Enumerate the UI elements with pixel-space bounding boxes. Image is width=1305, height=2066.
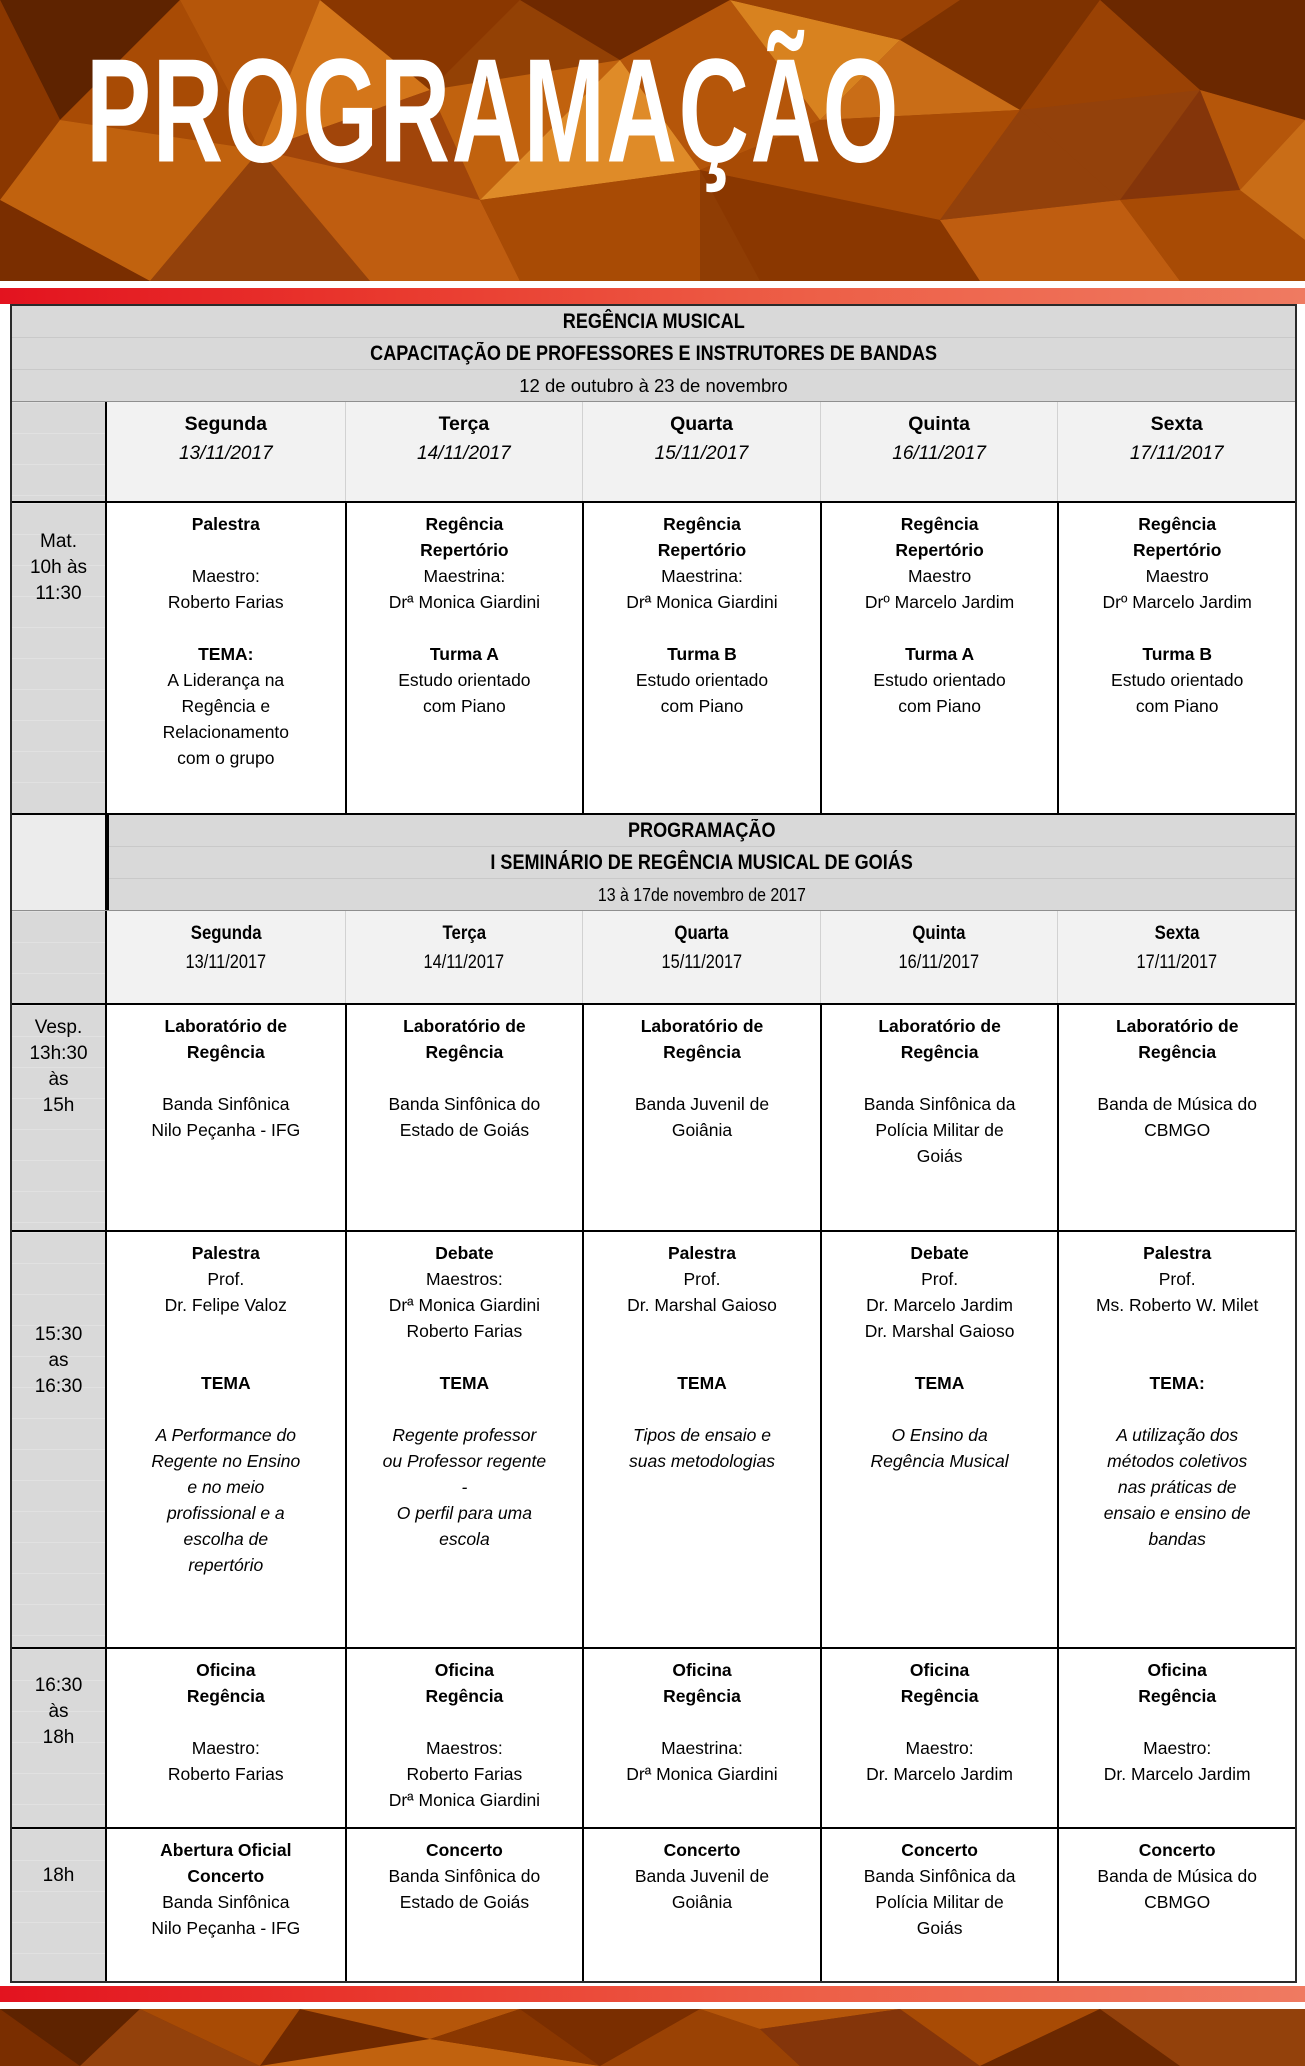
text-line: Maestro: <box>191 566 260 586</box>
text-line: 15:30 <box>34 1324 83 1345</box>
text-line <box>588 1709 816 1735</box>
cell-morning-terca <box>345 503 583 813</box>
text-line: às <box>48 1069 69 1090</box>
text-line <box>111 1065 341 1091</box>
text-line: Estado de Goiás <box>399 1892 530 1912</box>
text-line: 18h <box>42 1865 75 1886</box>
text-line: com Piano <box>898 696 981 716</box>
cell-concert-quinta <box>820 1829 1058 1981</box>
text-line: e no meio <box>187 1477 265 1497</box>
text-line: TEMA <box>914 1373 965 1393</box>
text-line: Concerto <box>425 1840 503 1860</box>
row-talk <box>12 1232 1295 1649</box>
text-line: Dr. Marcelo Jardim <box>866 1764 1014 1784</box>
text-line <box>111 537 341 563</box>
text-line <box>111 615 341 641</box>
seminar-dates: 13 à 17de novembro de 2017 <box>598 884 806 905</box>
text-line: Regência <box>663 514 741 534</box>
text-line: Banda Sinfônica da <box>863 1866 1016 1886</box>
course-title: REGÊNCIA MUSICAL <box>12 306 1295 338</box>
day-header-quinta-2: Quinta 16/11/2017 <box>820 911 1058 1003</box>
text-line: Estudo orientado <box>873 670 1006 690</box>
text-line: Regência <box>900 514 979 534</box>
text-line: Dr. Marcelo Jardim <box>1103 1764 1251 1784</box>
cell-lab-segunda <box>107 1005 345 1230</box>
text-line: Palestra <box>191 514 260 534</box>
text-line: as <box>48 1350 69 1371</box>
time-cell-morning <box>12 503 107 813</box>
text-line: Drª Monica Giardini <box>626 592 778 612</box>
text-line: 15h <box>42 1095 75 1116</box>
text-line <box>826 1709 1054 1735</box>
text-line: Drª Monica Giardini <box>626 1764 778 1784</box>
text-line <box>826 1396 1054 1422</box>
text-line: Drª Monica Giardini <box>388 1790 541 1810</box>
text-line: 11:30 <box>35 583 82 604</box>
time-cell-lab <box>12 1005 107 1230</box>
text-line: com Piano <box>1135 696 1219 716</box>
text-line: Prof. <box>921 1269 959 1289</box>
text-line: com o grupo <box>177 748 275 768</box>
text-line: Turma B <box>1142 644 1213 664</box>
text-line <box>588 1065 816 1091</box>
text-line: Repertório <box>420 540 509 560</box>
white-gap-top <box>0 281 1305 288</box>
day-header-quarta-1: Quarta 15/11/2017 <box>582 402 820 501</box>
text-line: Oficina <box>672 1660 732 1680</box>
text-line <box>351 1709 579 1735</box>
text-line: Goiás <box>916 1918 963 1938</box>
lowpoly-texture-bottom <box>0 2009 1305 2066</box>
course-header <box>12 306 1295 402</box>
text-line: - <box>461 1477 468 1497</box>
text-line: Laboratório de <box>878 1016 1001 1036</box>
text-line: Drº Marcelo Jardim <box>864 592 1015 612</box>
text-line: Debate <box>910 1243 969 1263</box>
text-line: com Piano <box>660 696 744 716</box>
cell-workshop-segunda <box>107 1649 345 1827</box>
text-line: Concerto <box>1138 1840 1216 1860</box>
text-line <box>826 1065 1054 1091</box>
text-line <box>588 1396 816 1422</box>
text-line: Banda Juvenil de <box>634 1866 770 1886</box>
text-line: Abertura Oficial <box>160 1840 292 1860</box>
text-line: Tipos de ensaio e <box>632 1425 771 1445</box>
text-line: Regência e <box>181 696 271 716</box>
text-line: Banda Sinfônica do <box>388 1866 541 1886</box>
day-header-row-2 <box>12 911 1295 1005</box>
text-line: Regência <box>1138 1042 1217 1062</box>
text-line: Banda Sinfônica <box>162 1094 290 1114</box>
text-line: Oficina <box>196 1660 256 1680</box>
text-line: 16:30 <box>34 1376 83 1397</box>
text-line: Regência <box>1138 514 1217 534</box>
text-line <box>588 1318 816 1344</box>
cell-morning-quarta <box>582 503 820 813</box>
text-line: Banda de Música do <box>1097 1866 1257 1886</box>
text-line <box>111 1709 341 1735</box>
text-line <box>1063 615 1291 641</box>
text-line: Roberto Farias <box>406 1764 523 1784</box>
text-line <box>1063 1065 1291 1091</box>
text-line: Mat. <box>40 531 77 552</box>
text-line: Palestra <box>667 1243 737 1263</box>
text-line: 13h:30 <box>29 1043 88 1064</box>
row-lab <box>12 1005 1295 1232</box>
text-line: Repertório <box>657 540 747 560</box>
text-line: Palestra <box>1143 1243 1212 1263</box>
text-line: Maestrina: <box>661 566 743 586</box>
text-line <box>351 615 579 641</box>
day-header-segunda-1: Segunda 13/11/2017 <box>107 402 345 501</box>
text-line: Maestrina: <box>661 1738 743 1758</box>
cell-talk-terca <box>345 1232 583 1647</box>
text-line: Concerto <box>187 1866 265 1886</box>
text-line: bandas <box>1148 1529 1206 1549</box>
text-line: TEMA: <box>1149 1373 1205 1393</box>
text-line: Repertório <box>895 540 984 560</box>
time-col-seminar-header <box>12 815 107 910</box>
text-line <box>826 615 1054 641</box>
day-header-quinta-1: Quinta 16/11/2017 <box>820 402 1058 501</box>
time-col-header-2 <box>12 911 107 1003</box>
seminar-title: PROGRAMAÇÃO <box>109 815 1295 847</box>
text-line: Regência <box>425 1686 504 1706</box>
text-line: Laboratório de <box>640 1016 764 1036</box>
text-line: Banda Sinfônica do <box>388 1094 541 1114</box>
day-header-row-1 <box>12 402 1295 503</box>
text-line: Dr. Marcelo Jardim <box>866 1295 1014 1315</box>
cell-lab-quinta <box>820 1005 1058 1230</box>
text-line: Drª Monica Giardini <box>388 1295 541 1315</box>
cell-lab-terca <box>345 1005 583 1230</box>
text-line <box>111 1344 341 1370</box>
text-line <box>826 1344 1054 1370</box>
text-line: Prof. <box>1158 1269 1196 1289</box>
text-line: O Ensino da <box>891 1425 988 1445</box>
text-line: às <box>48 1701 69 1722</box>
cell-morning-sexta <box>1057 503 1295 813</box>
text-line: Nilo Peçanha - IFG <box>151 1120 301 1140</box>
text-line: Prof. <box>683 1269 721 1289</box>
cell-morning-quinta <box>820 503 1058 813</box>
text-line <box>1063 1318 1291 1344</box>
seminar-subtitle: I SEMINÁRIO DE REGÊNCIA MUSICAL DE GOIÁS <box>109 847 1295 879</box>
text-line: Turma A <box>429 644 499 664</box>
text-line: Debate <box>435 1243 494 1263</box>
text-line: Estudo orientado <box>1111 670 1244 690</box>
day-header-terca-2: Terça 14/11/2017 <box>345 911 583 1003</box>
text-line: Repertório <box>1132 540 1222 560</box>
text-line: TEMA <box>439 1373 490 1393</box>
time-col-header-1 <box>12 402 107 501</box>
day-header-sexta-1: Sexta 17/11/2017 <box>1057 402 1295 501</box>
text-line: nas práticas de <box>1117 1477 1237 1497</box>
text-line: Banda de Música do <box>1097 1094 1257 1114</box>
text-line: Regência <box>900 1686 979 1706</box>
text-line: O perfil para uma <box>396 1503 532 1523</box>
text-line: 16:30 <box>34 1675 83 1696</box>
text-line: TEMA <box>677 1373 727 1393</box>
text-line: Regência <box>900 1042 979 1062</box>
cell-talk-sexta <box>1057 1232 1295 1647</box>
text-line: Vesp. <box>34 1017 83 1038</box>
text-line: Regência <box>186 1042 265 1062</box>
day-header-quarta-2: Quarta 15/11/2017 <box>582 911 820 1003</box>
day-header-segunda-2: Segunda 13/11/2017 <box>107 911 345 1003</box>
seminar-header <box>107 815 1295 910</box>
bottom-banner <box>0 2009 1305 2066</box>
text-line: ou Professor regente <box>382 1451 547 1471</box>
text-line: A Liderança na <box>167 670 285 690</box>
text-line: TEMA <box>201 1373 251 1393</box>
text-line: escola <box>439 1529 490 1549</box>
cell-talk-segunda <box>107 1232 345 1647</box>
text-line: A utilização dos <box>1116 1425 1239 1445</box>
text-line: Maestro <box>1145 566 1209 586</box>
text-line: Regência Musical <box>870 1451 1009 1471</box>
text-line: ensaio e ensino de <box>1103 1503 1251 1523</box>
text-line: Estudo orientado <box>398 670 531 690</box>
course-subtitle: CAPACITAÇÃO DE PROFESSORES E INSTRUTORES DE BANDAS <box>12 338 1295 370</box>
text-line: Laboratório de <box>403 1016 526 1036</box>
text-line <box>1063 1709 1291 1735</box>
text-line: Roberto Farias <box>406 1321 523 1341</box>
cell-talk-quinta <box>820 1232 1058 1647</box>
text-line <box>1063 1396 1291 1422</box>
text-line: 10h às <box>29 557 88 578</box>
text-line: Banda Sinfônica da <box>863 1094 1016 1114</box>
cell-talk-quarta <box>582 1232 820 1647</box>
text-line: Oficina <box>909 1660 970 1680</box>
text-line: com Piano <box>423 696 506 716</box>
text-line: Nilo Peçanha - IFG <box>151 1918 301 1938</box>
text-line: Polícia Militar de <box>875 1120 1004 1140</box>
text-line: suas metodologias <box>629 1451 775 1471</box>
text-line: Dr. Marshal Gaioso <box>627 1295 777 1315</box>
text-line: Polícia Militar de <box>875 1892 1004 1912</box>
text-line: Goiânia <box>671 1120 733 1140</box>
text-line: Palestra <box>191 1243 260 1263</box>
cell-morning-segunda <box>107 503 345 813</box>
text-line: Maestro: <box>1143 1738 1212 1758</box>
text-line <box>588 615 816 641</box>
text-line: Regência <box>663 1042 741 1062</box>
schedule-table <box>10 304 1297 1983</box>
text-line: Banda Juvenil de <box>634 1094 770 1114</box>
text-line: Maestros: <box>425 1738 503 1758</box>
text-line: Relacionamento <box>162 722 290 742</box>
text-line: Maestro: <box>191 1738 260 1758</box>
text-line: Maestro: <box>905 1738 974 1758</box>
text-line: escolha de <box>183 1529 269 1549</box>
text-line <box>351 1344 579 1370</box>
text-line: métodos coletivos <box>1107 1451 1248 1471</box>
text-line: Drª Monica Giardini <box>388 592 541 612</box>
text-line: Concerto <box>663 1840 741 1860</box>
text-line: Maestro <box>907 566 972 586</box>
text-line: Regência <box>663 1686 741 1706</box>
text-line <box>111 1396 341 1422</box>
time-cell-concert <box>12 1829 107 1981</box>
cell-workshop-quarta <box>582 1649 820 1827</box>
cell-concert-terca <box>345 1829 583 1981</box>
course-dates: 12 de outubro à 23 de novembro <box>519 375 788 396</box>
text-line: Dr. Felipe Valoz <box>164 1295 287 1315</box>
row-morning <box>12 503 1295 815</box>
text-line <box>351 1396 579 1422</box>
text-line: CBMGO <box>1144 1892 1211 1912</box>
cell-workshop-quinta <box>820 1649 1058 1827</box>
text-line: Concerto <box>901 1840 978 1860</box>
text-line: CBMGO <box>1144 1120 1211 1140</box>
text-line <box>588 1344 816 1370</box>
row-concert <box>12 1829 1295 1981</box>
text-line: Dr. Marshal Gaioso <box>864 1321 1015 1341</box>
cell-concert-sexta <box>1057 1829 1295 1981</box>
day-header-terca-1: Terça 14/11/2017 <box>345 402 583 501</box>
time-cell-workshop <box>12 1649 107 1827</box>
red-accent-bar-bottom <box>0 1986 1305 2002</box>
text-line <box>351 1065 579 1091</box>
text-line: Banda Sinfônica <box>162 1892 290 1912</box>
text-line: Maestrina: <box>423 566 506 586</box>
text-line: Oficina <box>434 1660 495 1680</box>
white-gap-bottom-2 <box>0 2002 1305 2009</box>
time-cell-talk <box>12 1232 107 1647</box>
text-line: Estado de Goiás <box>399 1120 530 1140</box>
text-line: Turma A <box>905 644 975 664</box>
text-line: Maestros: <box>425 1269 503 1289</box>
text-line <box>111 1318 341 1344</box>
row-workshop <box>12 1649 1295 1829</box>
text-line: Estudo orientado <box>635 670 769 690</box>
cell-lab-sexta <box>1057 1005 1295 1230</box>
text-line: Roberto Farias <box>167 1764 284 1784</box>
text-line: Laboratório de <box>164 1016 288 1036</box>
text-line: Regente no Ensino <box>151 1451 301 1471</box>
red-accent-bar-top <box>0 288 1305 304</box>
seminar-header-row <box>12 815 1295 911</box>
text-line: profissional e a <box>166 1503 285 1523</box>
text-line: Turma B <box>667 644 737 664</box>
text-line: Drº Marcelo Jardim <box>1102 592 1252 612</box>
page-title: PROGRAMAÇÃO <box>86 28 900 193</box>
cell-lab-quarta <box>582 1005 820 1230</box>
text-line: Goiânia <box>671 1892 733 1912</box>
text-line: Oficina <box>1147 1660 1207 1680</box>
cell-concert-segunda <box>107 1829 345 1981</box>
day-header-sexta-2: Sexta 17/11/2017 <box>1057 911 1295 1003</box>
text-line: Roberto Farias <box>167 592 284 612</box>
text-line: Regência <box>1138 1686 1217 1706</box>
text-line: Regência <box>186 1686 265 1706</box>
text-line: Regência <box>425 514 504 534</box>
cell-concert-quarta <box>582 1829 820 1981</box>
text-line: Ms. Roberto W. Milet <box>1095 1295 1259 1315</box>
text-line: 18h <box>42 1727 75 1748</box>
text-line: Laboratório de <box>1115 1016 1239 1036</box>
text-line: Regente professor <box>392 1425 537 1445</box>
cell-workshop-terca <box>345 1649 583 1827</box>
cell-workshop-sexta <box>1057 1649 1295 1827</box>
text-line: TEMA: <box>198 644 254 664</box>
top-banner <box>0 0 1305 281</box>
text-line: Regência <box>425 1042 504 1062</box>
text-line: Goiás <box>916 1146 963 1166</box>
text-line: repertório <box>188 1555 264 1575</box>
text-line <box>1063 1344 1291 1370</box>
text-line: A Performance do <box>155 1425 296 1445</box>
text-line: Prof. <box>207 1269 245 1289</box>
